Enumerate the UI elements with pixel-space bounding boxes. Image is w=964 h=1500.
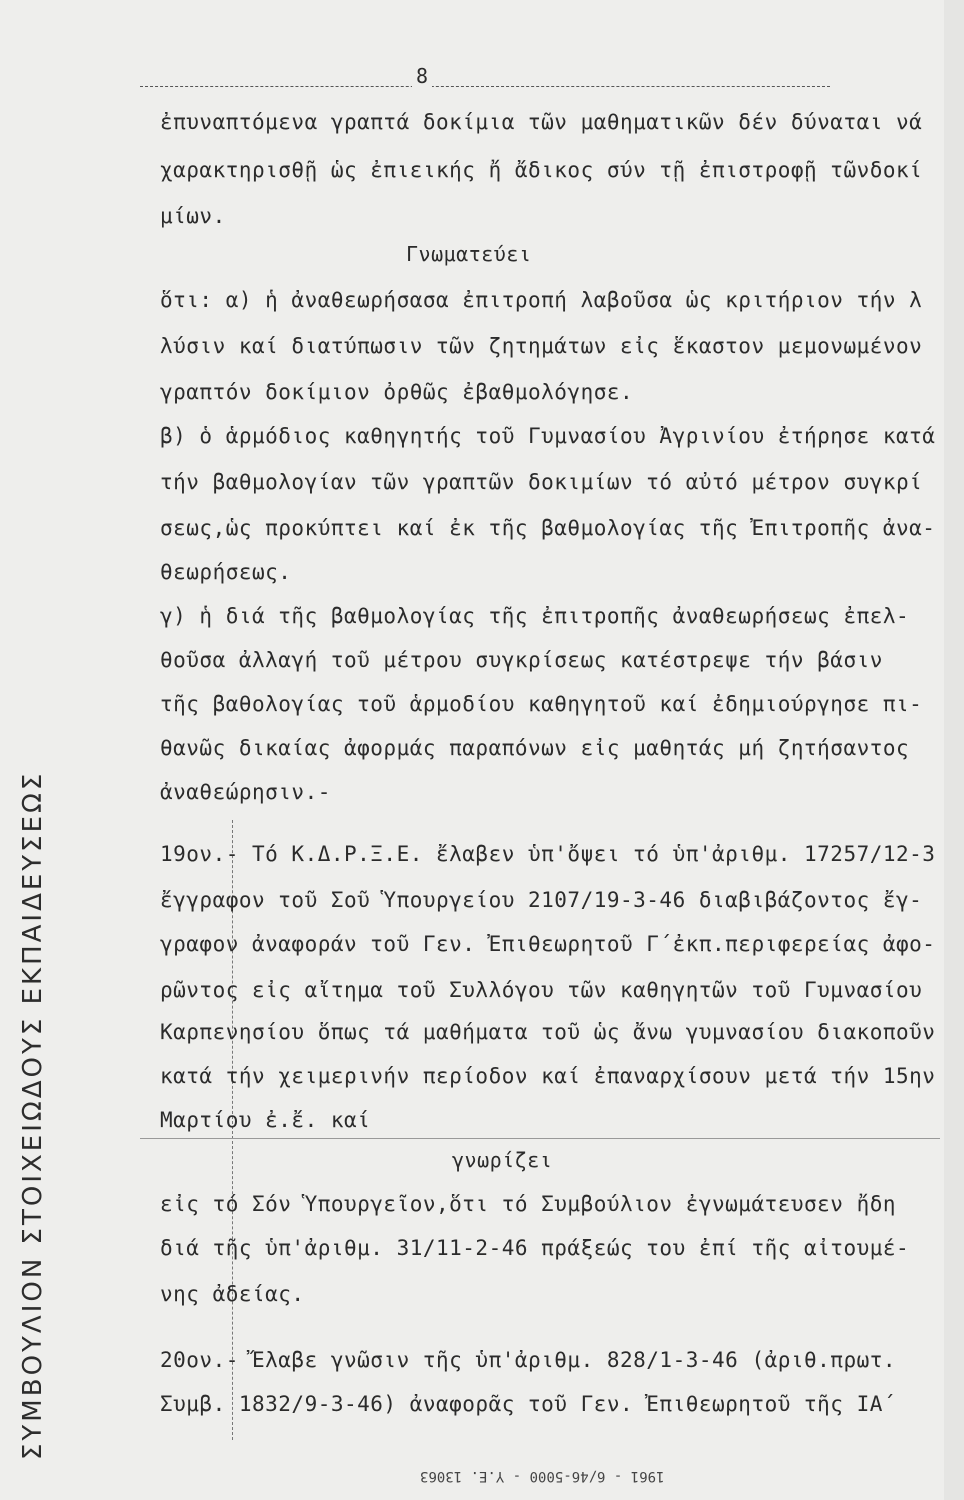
text-line: μίων. <box>160 204 226 228</box>
text-line: β) ὁ ἁρμόδιος καθηγητής τοῦ Γυμνασίου Ἀγρινίου ἐτήρησε κατά <box>160 424 936 448</box>
page-number: 8 <box>412 64 432 88</box>
text-line: ρῶντος εἰς αἴτημα τοῦ Συλλόγου τῶν καθηγητῶν τοῦ Γυμνασίου <box>160 978 923 1002</box>
right-edge <box>944 0 964 1500</box>
text-line: σεως,ὡς προκύπτει καί ἐκ τῆς βαθμολογίας τῆς Ἐπιτροπῆς ἀνα- <box>160 516 936 540</box>
text-line: λύσιν καί διατύπωσιν τῶν ζητημάτων εἰς ἕκαστον μεμονωμένον <box>160 334 923 358</box>
text-line: Καρπενησίου ὅπως τά μαθήματα τοῦ ὡς ἄνω γυμνασίου διακοποῦν <box>160 1020 936 1044</box>
margin-stamp: ΣΥΜΒΟΥΛΙΟΝ ΣΤΟΙΧΕΙΩΔΟΥΣ ΕΚΠΑΙΔΕΥΣΕΩΣ <box>18 770 48 1460</box>
text-line: ἔγγραφον τοῦ Σοῦ Ὑπουργείου 2107/19-3-46 διαβιβάζοντος ἔγ- <box>160 888 923 912</box>
text-line: ἀναθεώρησιν.- <box>160 780 331 804</box>
text-line: διά τῆς ὑπ'ἀριθμ. 31/11-2-46 πράξεώς του ἐπί τῆς αἰτουμέ- <box>160 1236 910 1260</box>
text-line: 19ον.- Τό Κ.Δ.Ρ.Ξ.Ε. ἔλαβεν ὑπ'ὄψει τό ὑπ'ἀριθμ. 17257/12-3 <box>160 842 936 866</box>
text-line: θοῦσα ἀλλαγή τοῦ μέτρου συγκρίσεως κατέστρεψε τήν βάσιν <box>160 648 883 672</box>
text-line: Μαρτίου ἐ.ἔ. καί <box>160 1108 371 1132</box>
text-line: νης ἀδείας. <box>160 1282 305 1306</box>
text-line: ἐπυναπτόμενα γραπτά δοκίμια τῶν μαθηματικῶν δέν δύναται νά <box>160 110 923 134</box>
text-line: γραπτόν δοκίμιον ὀρθῶς ἐβαθμολόγησε. <box>160 380 634 404</box>
text-line: γ) ἡ διά τῆς βαθμολογίας τῆς ἐπιτροπῆς ἀναθεωρήσεως ἐπελ- <box>160 604 910 628</box>
text-line: τήν βαθμολογίαν τῶν γραπτῶν δοκιμίων τό αὐτό μέτρον συγκρί <box>160 470 923 494</box>
text-line: θεωρήσεως. <box>160 560 292 584</box>
printer-imprint: 1961 - 6/46-5000 - Υ.Ε. 13063 <box>420 1468 665 1484</box>
heading-gnomateyei: Γνωματεύει <box>406 242 532 266</box>
text-line: χαρακτηρισθῇ ὡς ἐπιεικής ἤ ἄδικος σύν τῇ ἐπιστροφῇ τῶνδοκί <box>160 158 923 182</box>
heading-gnorizei: γνωρίζει <box>452 1148 553 1172</box>
text-line: θανῶς δικαίας ἀφορμάς παραπόνων εἰς μαθητάς μή ζητήσαντος <box>160 736 910 760</box>
text-line: τῆς βαθολογίας τοῦ ἁρμοδίου καθηγητοῦ καί ἐδημιούργησε πι- <box>160 692 923 716</box>
text-line: Συμβ. 1832/9-3-46) ἀναφορᾶς τοῦ Γεν. Ἐπιθεωρητοῦ τῆς ΙΑ΄ <box>160 1392 897 1416</box>
text-line: 20ον.- Ἔλαβε γνῶσιν τῆς ὑπ'ἀριθμ. 828/1-3-46 (ἀριθ.πρωτ. <box>160 1348 897 1372</box>
text-line: κατά τήν χειμερινήν περίοδον καί ἐπαναρχίσουν μετά τήν 15ην <box>160 1064 936 1088</box>
section-rule <box>140 1138 940 1140</box>
text-line: ὅτι: α) ἡ ἀναθεωρήσασα ἐπιτροπή λαβοῦσα ὡς κριτήριον τήν λ <box>160 288 923 312</box>
text-line: εἰς τό Σόν Ὑπουργεῖον,ὅτι τό Συμβούλιον ἐγνωμάτευσεν ἤδη <box>160 1192 897 1216</box>
page-number-rule <box>140 64 830 87</box>
left-margin <box>0 0 140 1500</box>
text-line: γραφον ἀναφοράν τοῦ Γεν. Ἐπιθεωρητοῦ Γ΄ἐκπ.περιφερείας ἀφο- <box>160 932 936 956</box>
